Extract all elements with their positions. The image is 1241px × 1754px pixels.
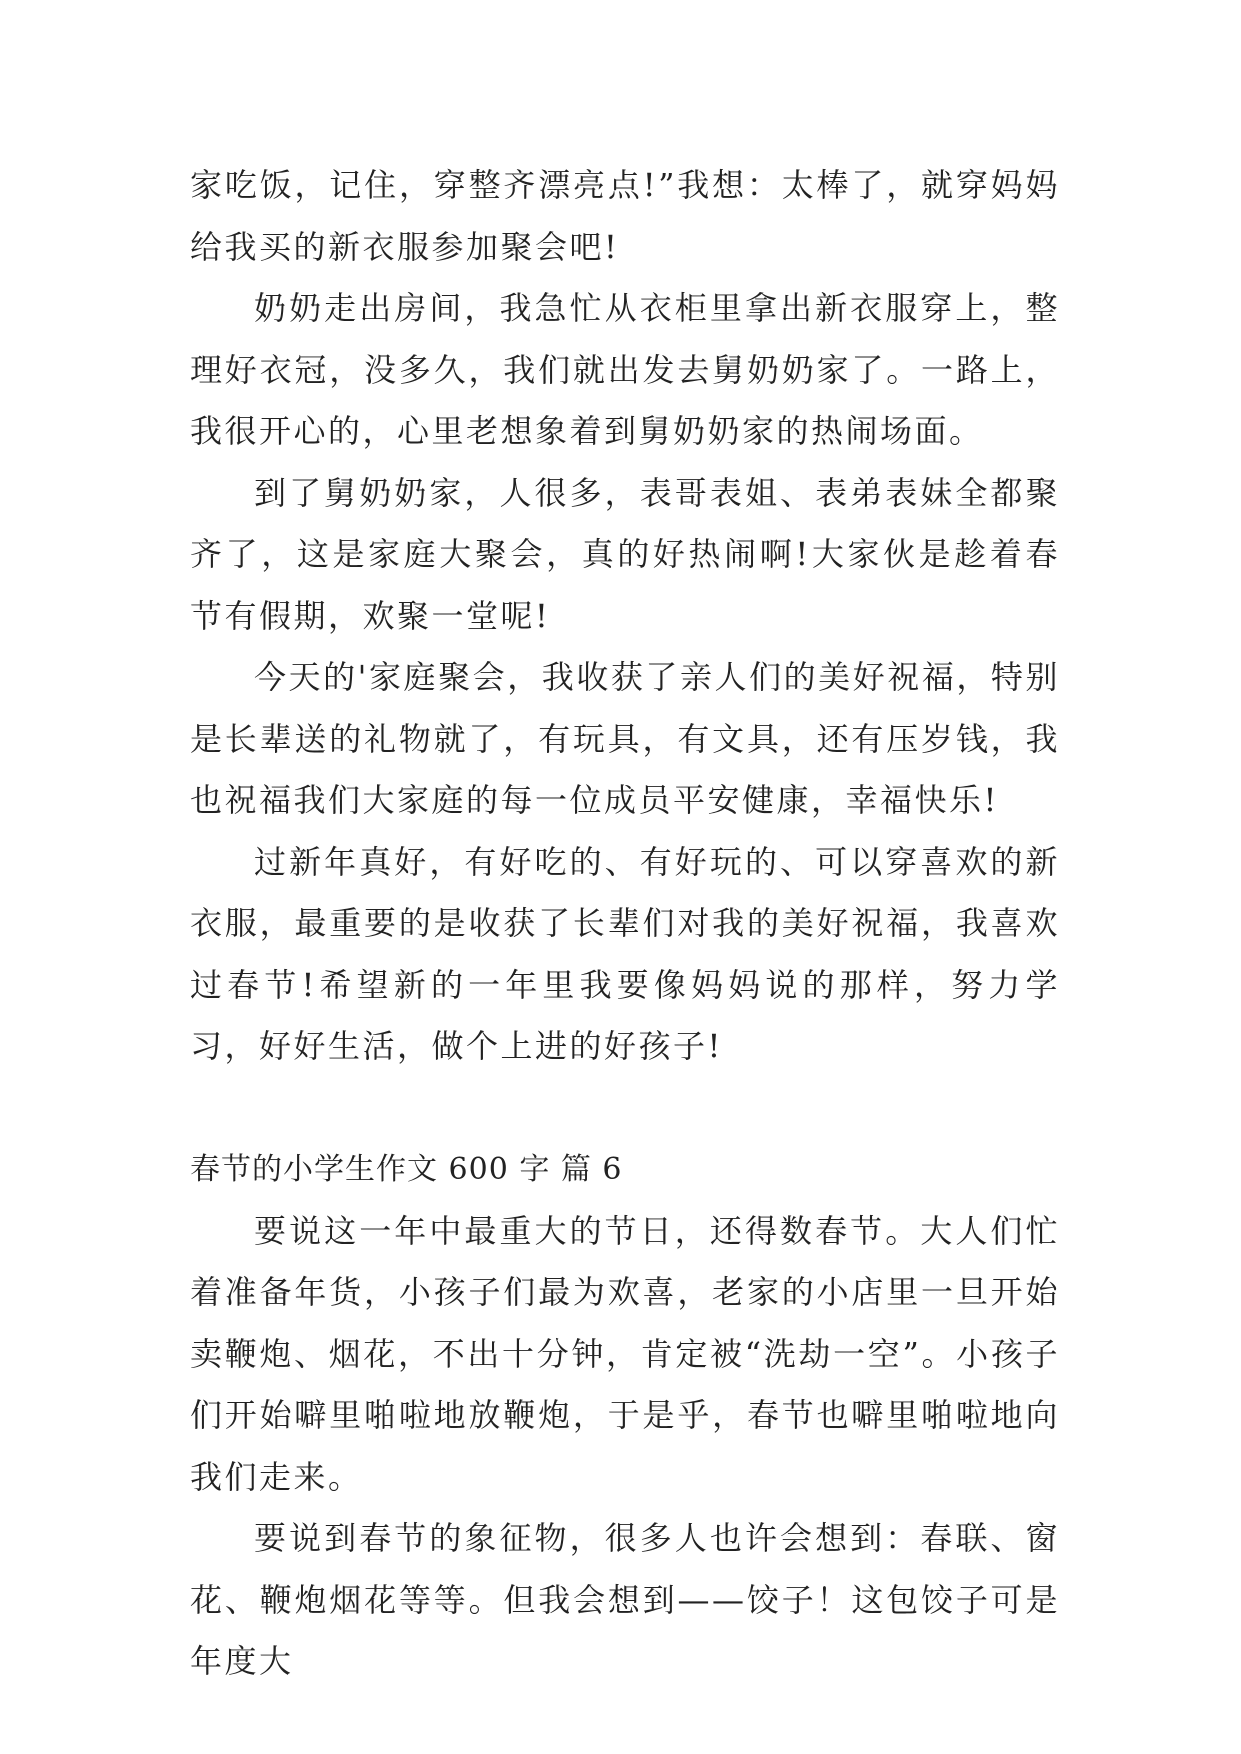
document-body: [190, 155, 1060, 1693]
section-heading: 春节的小学生作文 600 字 篇 6: [190, 1152, 623, 1187]
paragraph: 奶奶走出房间，我急忙从衣柜里拿出新衣服穿上，整理好衣冠，没多久，我们就出发去舅奶奶家了。一路上，我很开心的，心里老想象着到舅奶奶家的热闹场面。: [190, 289, 1060, 450]
paragraph: 到了舅奶奶家，人很多，表哥表姐、表弟表妹全都聚齐了，这是家庭大聚会，真的好热闹啊!大家伙是趁着春节有假期，欢聚一堂呢!: [190, 473, 1060, 635]
paragraph: 要说到春节的象征物，很多人也许会想到：春联、窗花、鞭炮烟花等等。但我会想到——饺子！这包饺子可是年度大: [190, 1519, 1060, 1680]
paragraph: 过新年真好，有好吃的、有好玩的、可以穿喜欢的新衣服，最重要的是收获了长辈们对我的美好祝福，我喜欢过春节!希望新的一年里我要像妈妈说的那样，努力学习，好好生活，做个上进的好孩子!: [190, 842, 1060, 1065]
paragraph: 今天的'家庭聚会，我收获了亲人们的美好祝福，特别是长辈送的礼物就了，有玩具，有文具，还有压岁钱，我也祝福我们大家庭的每一位成员平安健康，幸福快乐!: [190, 658, 1060, 819]
paragraph: 要说这一年中最重大的节日，还得数春节。大人们忙着准备年货，小孩子们最为欢喜，老家的小店里一旦开始卖鞭炮、烟花，不出十分钟，肯定被“洗劫一空”。小孩子们开始噼里啪啦地放鞭炮，于是乎，春节也噼里啪啦地向我们走来。: [190, 1211, 1060, 1496]
paragraph-continued: 家吃饭，记住，穿整齐漂亮点!”我想：太棒了，就穿妈妈给我买的新衣服参加聚会吧!: [190, 166, 1060, 266]
